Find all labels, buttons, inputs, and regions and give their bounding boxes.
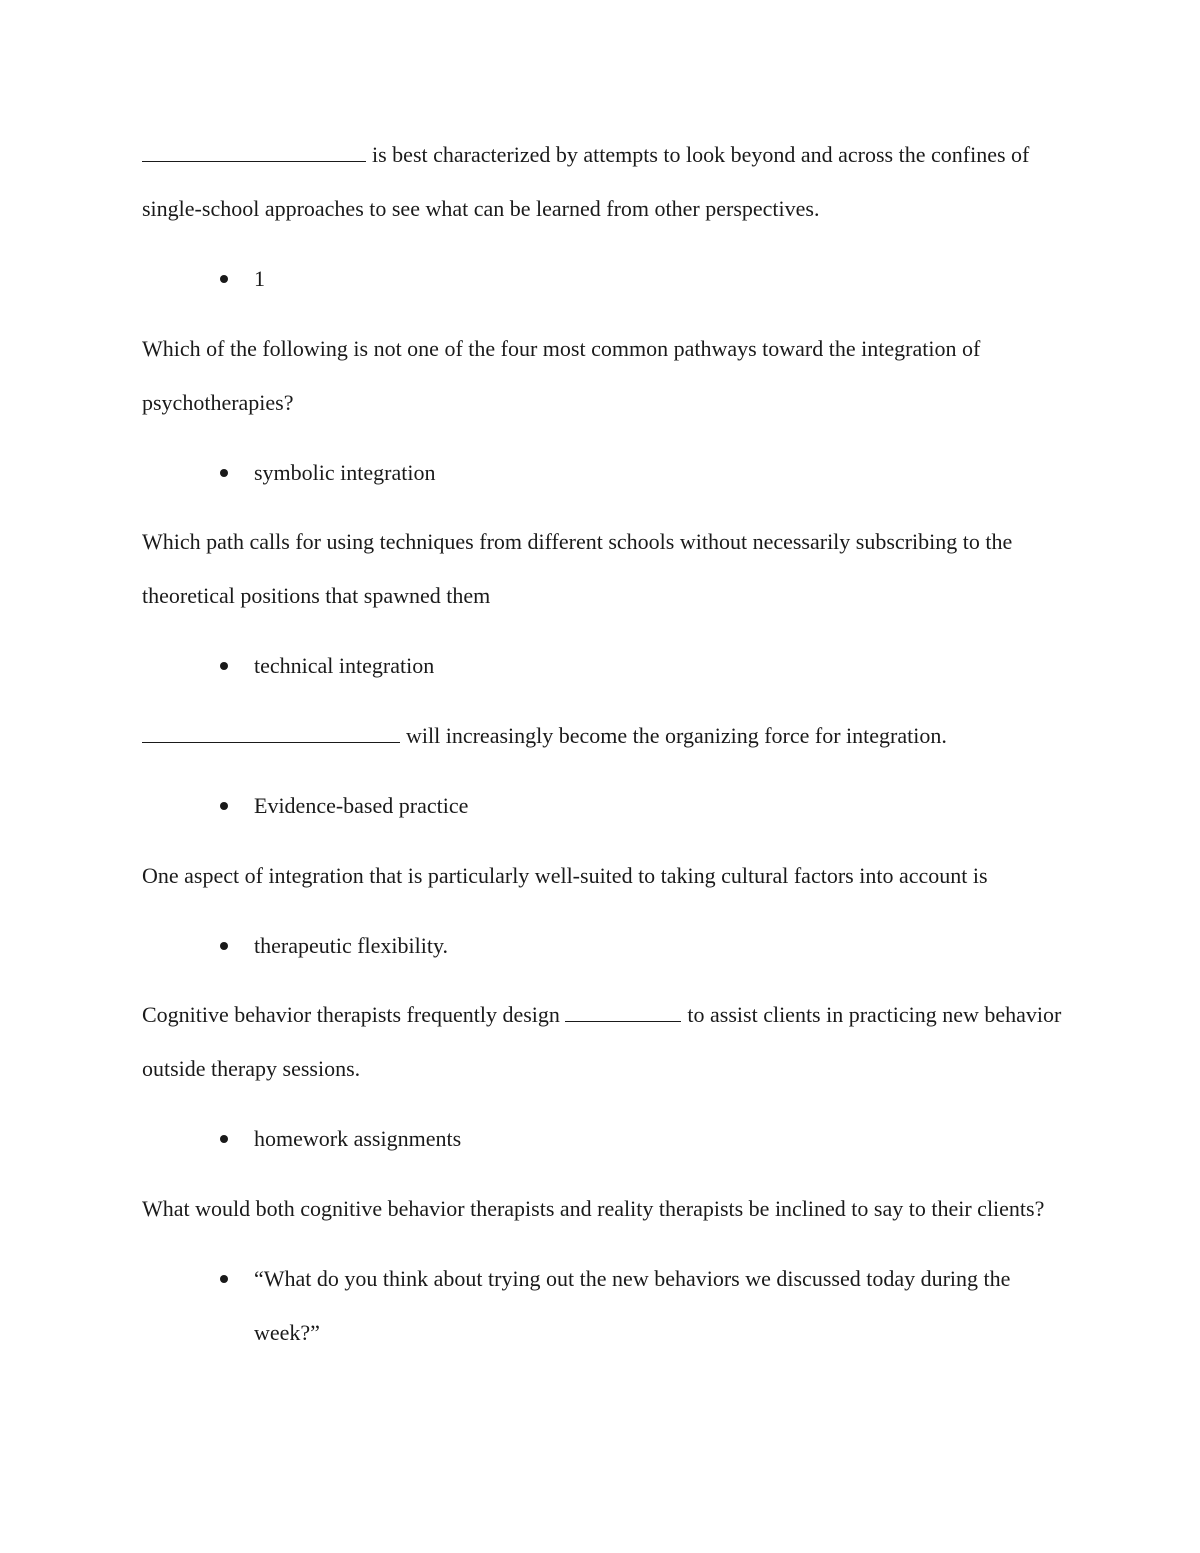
answer-list <box>142 446 1062 500</box>
answer-item: 1 <box>142 252 1062 306</box>
question-text: will increasingly become the organizing force for integration. <box>142 709 1062 763</box>
fill-in-blank <box>565 1020 681 1022</box>
question-text: One aspect of integration that is particularly well-suited to taking cultural factors into account is <box>142 863 988 888</box>
bullet-icon <box>220 662 228 670</box>
question-text: is best characterized by attempts to look beyond and across the confines of single-school approaches to see what can be learned from other perspectives. <box>142 142 1030 221</box>
bullet-icon <box>220 275 228 283</box>
bullet-icon <box>220 469 228 477</box>
question-block-4 <box>142 709 1062 833</box>
question-text: Which of the following is not one of the four most common pathways toward the integration of psychotherapies? <box>142 336 981 415</box>
answer-list <box>142 1112 1062 1166</box>
answer-item: technical integration <box>142 639 1062 693</box>
question-text: Which path calls for using techniques from different schools without necessarily subscribing to the theoretical positions that spawned them <box>142 529 1013 608</box>
question-block-6 <box>142 988 1062 1166</box>
answer-list <box>142 779 1062 833</box>
question-block-1 <box>142 128 1062 306</box>
answer-item: “What do you think about trying out the new behaviors we discussed today during the week?” <box>142 1252 1054 1360</box>
answer-list <box>142 639 1062 693</box>
bullet-icon <box>220 1275 228 1283</box>
answer-item: homework assignments <box>142 1112 1062 1166</box>
bullet-icon <box>220 802 228 810</box>
answer-item: therapeutic flexibility. <box>142 919 1062 973</box>
answer-list <box>142 1252 1062 1360</box>
question-text: What would both cognitive behavior therapists and reality therapists be inclined to say to their clients? <box>142 1196 1045 1221</box>
bullet-icon <box>220 942 228 950</box>
question-text: Cognitive behavior therapists frequently design to assist clients in practicing new behavior outside therapy sessions. <box>142 1002 1062 1081</box>
question-block-5 <box>142 849 1062 973</box>
question-block-3 <box>142 515 1062 693</box>
question-block-2 <box>142 322 1062 500</box>
fill-in-blank <box>142 741 400 743</box>
fill-in-blank <box>142 160 366 162</box>
answer-item: symbolic integration <box>142 446 1062 500</box>
answer-list <box>142 252 1062 306</box>
question-block-7 <box>142 1182 1062 1360</box>
bullet-icon <box>220 1135 228 1143</box>
answer-list <box>142 919 1062 973</box>
answer-item: Evidence-based practice <box>142 779 1062 833</box>
